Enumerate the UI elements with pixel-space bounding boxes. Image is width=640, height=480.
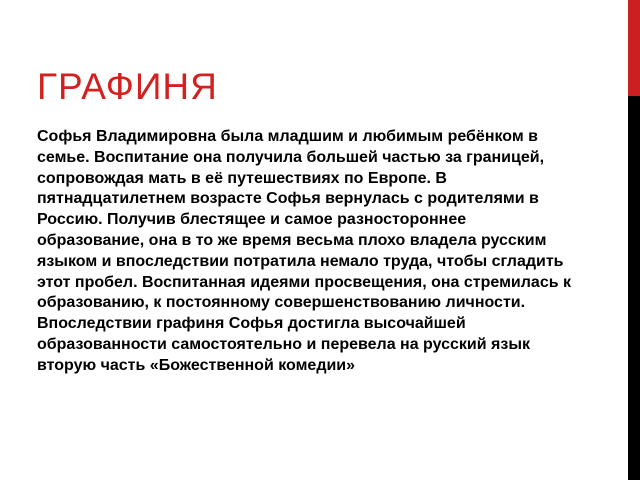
slide-body-text: Софья Владимировна была младшим и любимым ребёнком в семье. Воспитание она получила большей частью за границей, сопровождая мать в её путешествиях по Европе. В пятнадцатилетнем возрасте Софья вернулась с родителями в Россию. Получив блестящее и самое разностороннее образование, она в то же время весьма плохо владела русским языком и впоследствии потратила немало труда, чтобы сгладить этот пробел. Воспитанная идеями просвещения, она стремилась к образованию, к постоянному совершенствованию личности. Впоследствии графиня Софья достигла высочайшей образованности самостоятельно и перевела на русский язык вторую часть «Божественной комедии» [37, 128, 571, 374]
side-accent-bar-red-segment [628, 0, 640, 96]
slide-title: ГРАФИНЯ [37, 66, 218, 107]
